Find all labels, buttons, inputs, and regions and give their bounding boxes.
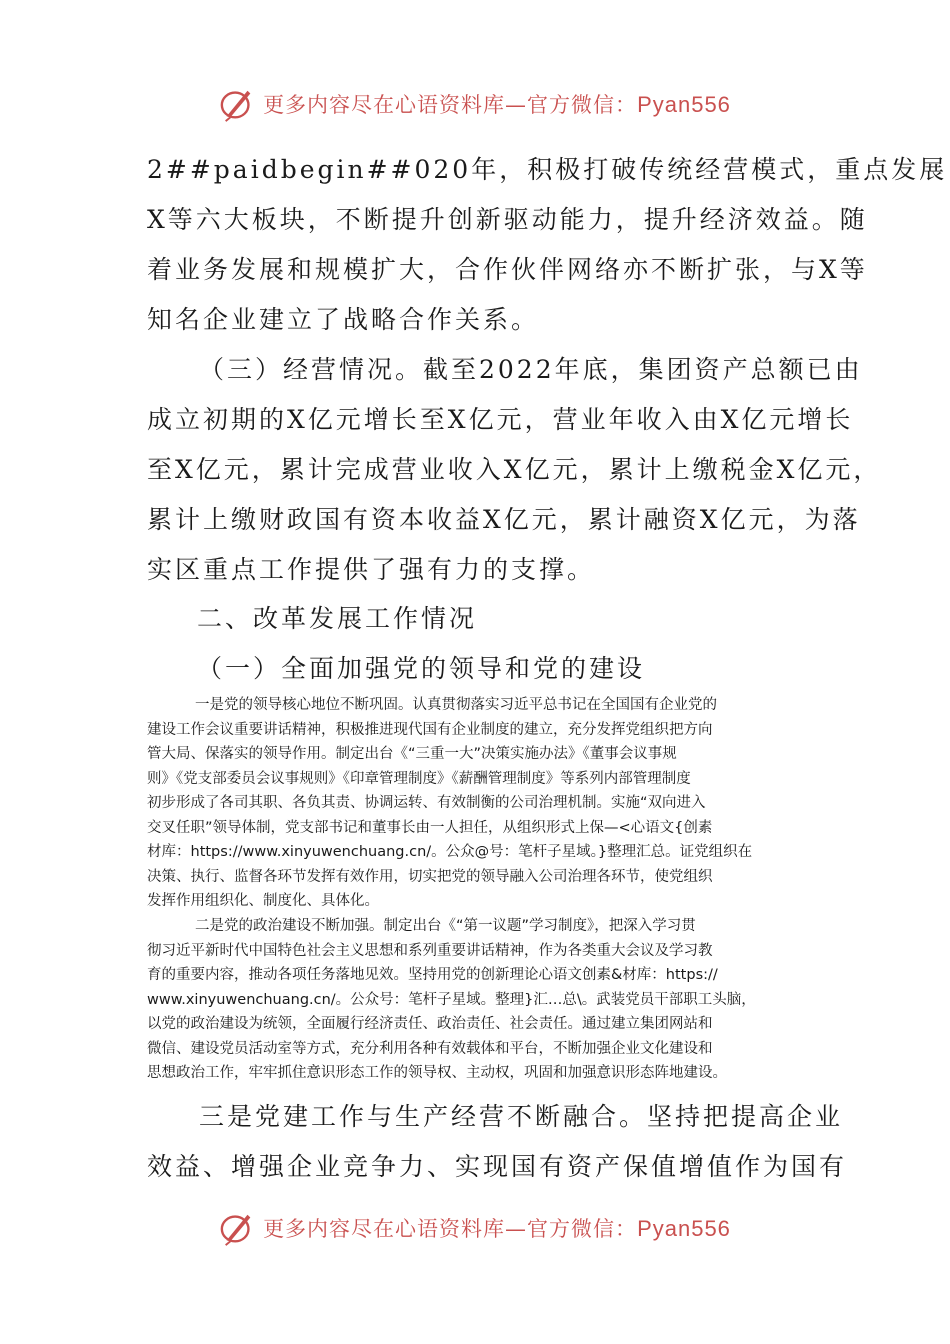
header-banner — [0, 84, 950, 124]
wechat-id: Pyan556 — [637, 92, 731, 117]
small-paragraph-2 — [147, 914, 807, 1086]
text-line: 材库：https://www.xinyuwenchuang.cn/。公众@号：笔杆子星域。}整理汇总。证党组织在 — [147, 844, 753, 860]
text-line: 则》《党支部委员会议事规则》《印章管理制度》《薪酬管理制度》等系列内部管理制度 — [147, 770, 691, 787]
heading-text: （一）全面加强党的领导和党的建设 — [197, 654, 646, 683]
text-line: 至X亿元，累计完成营业收入X亿元，累计上缴税金X亿元， — [147, 455, 882, 484]
heading-text: 二、改革发展工作情况 — [197, 604, 478, 633]
text-line: 思想政治工作，牢牢抓住意识形态工作的领导权、主动权，巩固和加强意识形态阵地建设。 — [147, 1065, 727, 1081]
text-line: 交叉任职”领导体制，党支部书记和董事长由一人担任，从组织形式上保—<心语文{创素 — [147, 819, 713, 836]
banner-text: 更多内容尽在心语资料库—官方微信：Pyan556 — [263, 92, 731, 117]
banner-text: 更多内容尽在心语资料库—官方微信：Pyan556 — [263, 1216, 731, 1241]
text-line: 一是党的领导核心地位不断巩固。认真贯彻落实习近平总书记在全国国有企业党的 — [195, 697, 717, 713]
text-line: 知名企业建立了战略合作关系。 — [147, 305, 540, 334]
subsection-heading — [197, 644, 877, 694]
wechat-id: Pyan556 — [637, 1216, 731, 1241]
text-line: 二是党的政治建设不断加强。制定出台《“第一议题”学习制度》，把深入学习贯 — [195, 918, 696, 934]
text-line: （三）经营情况。截至2022年底，集团资产总额已由 — [199, 355, 863, 384]
text-line: 以党的政治建设为统领，全面履行经济责任、政治责任、社会责任。通过建立集团网站和 — [147, 1016, 713, 1032]
text-line: 彻习近平新时代中国特色社会主义思想和系列重要讲话精神，作为各类重大会议及学习教 — [147, 942, 713, 959]
small-paragraph-1 — [147, 693, 807, 914]
paragraph-3 — [147, 1092, 848, 1192]
text-line: 成立初期的X亿元增长至X亿元，营业年收入由X亿元增长 — [147, 405, 854, 434]
text-line: 着业务发展和规模扩大，合作伙伴网络亦不断扩张，与X等 — [147, 255, 868, 284]
text-line: www.xinyuwenchuang.cn/。公众号：笔杆子星域。整理}汇…总\。武装党员干部职工头脑， — [147, 991, 756, 1008]
quill-logo-icon — [219, 85, 257, 123]
text-line: 初步形成了各司其职、各负其责、协调运转、有效制衡的公司治理机制。实施“双向进入 — [147, 795, 706, 811]
text-line: 决策、执行、监督各环节发挥有效作用，切实把党的领导融入公司治理各环节，使党组织 — [147, 868, 713, 885]
text-line: 微信、建设党员活动室等方式，充分利用各种有效载体和平台，不断加强企业文化建设和 — [147, 1040, 713, 1057]
paragraph-2 — [147, 345, 882, 595]
paragraph-1 — [147, 145, 948, 345]
text-line: 效益、增强企业竞争力、实现国有资产保值增值作为国有 — [147, 1152, 848, 1181]
text-line: 管大局、保落实的领导作用。制定出台《“三重一大”决策实施办法》《董事会议事规 — [147, 746, 677, 762]
text-line: 2##paidbegin##020年，积极打破传统经营模式，重点发展 — [147, 155, 948, 184]
text-line: 育的重要内容，推动各项任务落地见效。坚持用党的创新理论心语文创素&材库：https:// — [147, 967, 718, 983]
text-line: 累计上缴财政国有资本收益X亿元，累计融资X亿元，为落 — [147, 505, 861, 534]
text-line: 三是党建工作与生产经营不断融合。坚持把提高企业 — [199, 1102, 844, 1131]
quill-logo-icon — [219, 1209, 257, 1247]
text-line: X等六大板块，不断提升创新驱动能力，提升经济效益。随 — [147, 205, 868, 234]
text-line: 建设工作会议重要讲话精神，积极推进现代国有企业制度的建立，充分发挥党组织把方向 — [147, 721, 713, 738]
text-line: 发挥作用组织化、制度化、具体化。 — [147, 893, 379, 909]
text-line: 实区重点工作提供了强有力的支撑。 — [147, 555, 596, 584]
section-heading — [197, 594, 877, 644]
footer-banner — [0, 1208, 950, 1248]
